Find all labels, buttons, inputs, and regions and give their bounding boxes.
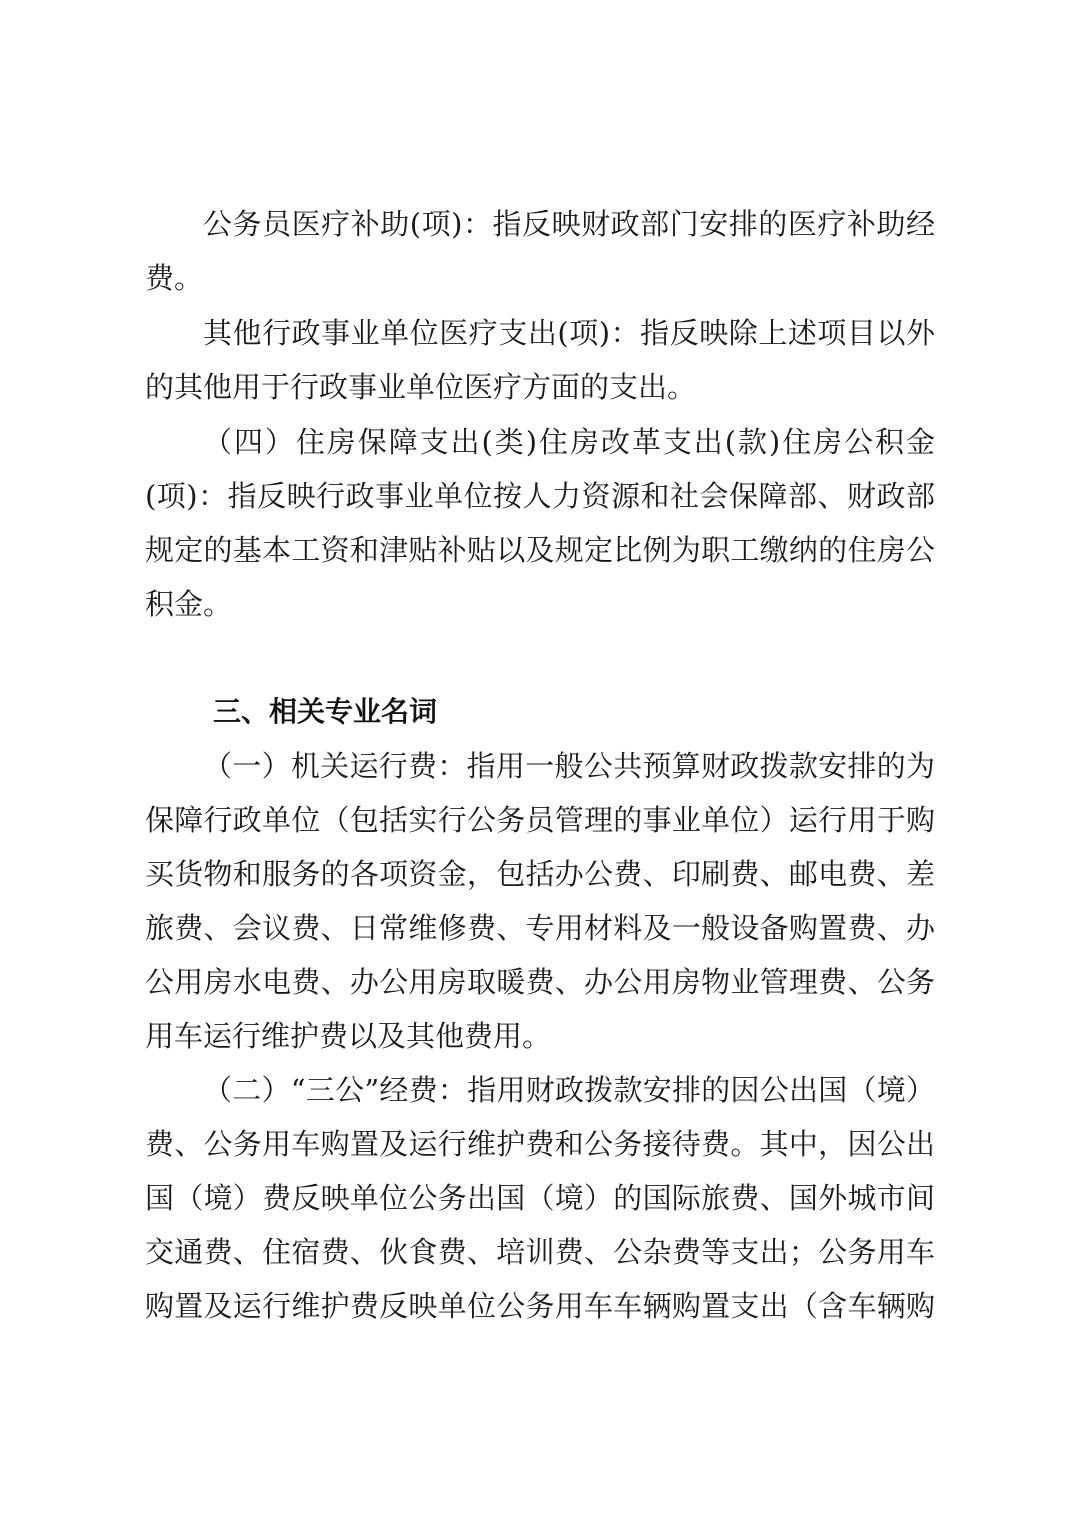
paragraph-line: 国（境）费反映单位公务出国（境）的国际旅费、国外城市间 [145,1181,935,1215]
paragraph-line: 购置及运行维护费反映单位公务用车车辆购置支出（含车辆购 [145,1289,935,1323]
paragraph-line: 其他行政事业单位医疗支出(项)：指反映除上述项目以外 [203,316,935,350]
paragraph-line: 积金。 [145,587,233,621]
paragraph-line: 旅费、会议费、日常维修费、专用材料及一般设备购置费、办 [145,911,935,945]
paragraph-line: 交通费、住宿费、伙食费、培训费、公杂费等支出；公务用车 [145,1235,935,1269]
paragraph-line: （二）“三公”经费：指用财政拨款安排的因公出国（境） [203,1073,935,1107]
paragraph-line: 买货物和服务的各项资金，包括办公费、印刷费、邮电费、差 [145,857,935,891]
paragraph-line: 费、公务用车购置及运行维护费和公务接待费。其中，因公出 [145,1127,935,1161]
paragraph-line: 用车运行维护费以及其他费用。 [145,1019,552,1053]
paragraph-line: 费。 [145,261,204,295]
paragraph-line: 规定的基本工资和津贴补贴以及规定比例为职工缴纳的住房公 [145,533,935,567]
paragraph-line: 公用房水电费、办公用房取暖费、办公用房物业管理费、公务 [145,965,935,999]
paragraph-line: 保障行政单位（包括实行公务员管理的事业单位）运行用于购 [145,803,935,837]
paragraph-line: （一）机关运行费：指用一般公共预算财政拨款安排的为 [203,749,935,783]
paragraph-line: 的其他用于行政事业单位医疗方面的支出。 [145,370,697,404]
paragraph-line: (项)：指反映行政事业单位按人力资源和社会保障部、财政部 [145,479,935,513]
section-heading: 三、相关专业名词 [213,695,438,728]
paragraph-line: 公务员医疗补助(项)：指反映财政部门安排的医疗补助经 [203,207,935,241]
paragraph-line: （四）住房保障支出(类)住房改革支出(款)住房公积金 [203,425,935,459]
